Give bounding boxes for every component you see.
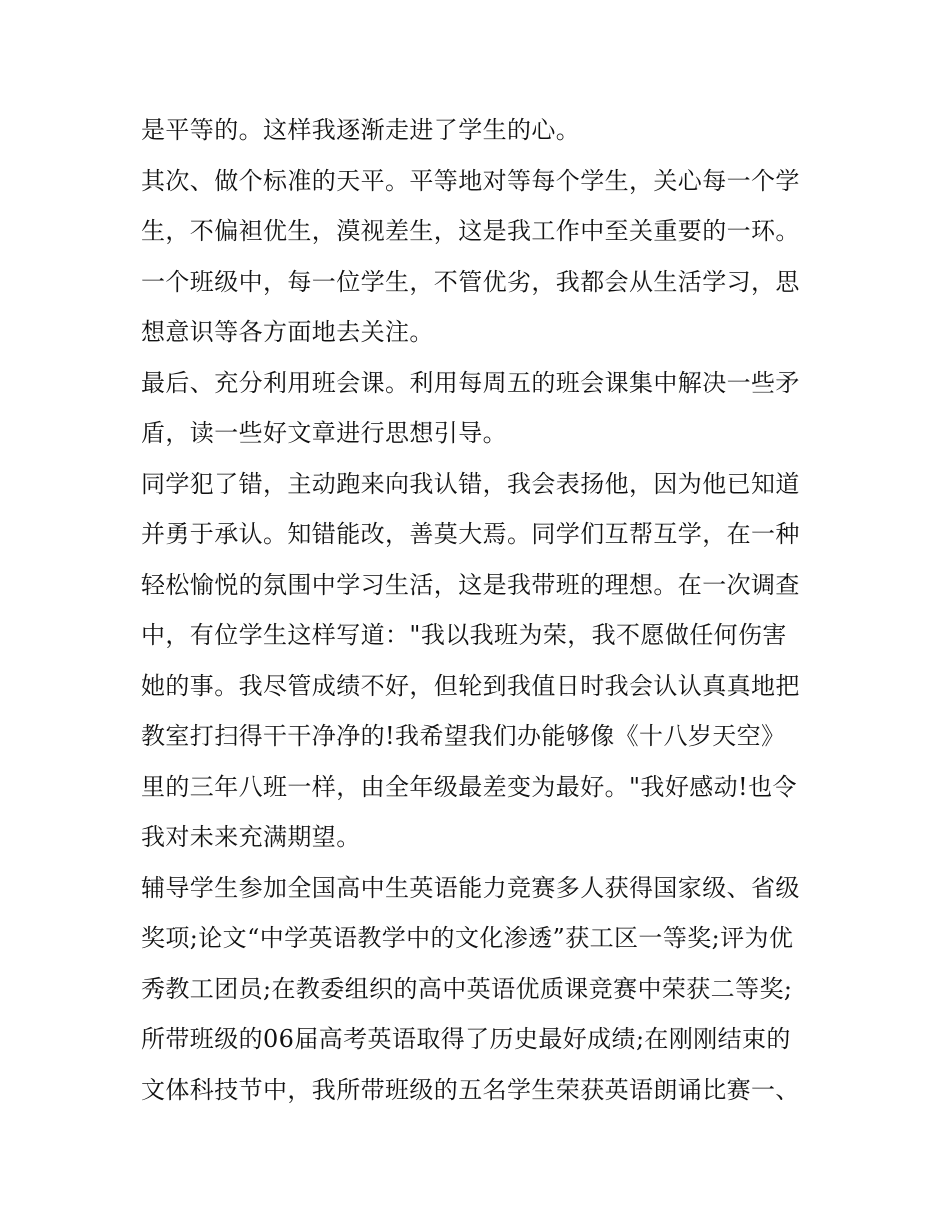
text-line: 盾，读一些好文章进行思想引导。	[141, 419, 507, 447]
text-line: 并勇于承认。知错能改，善莫大焉。同学们互帮互学，在一种	[141, 520, 800, 548]
text-line: 一个班级中，每一位学生，不管优劣，我都会从生活学习，思	[141, 268, 800, 296]
text-line: 我对未来充满期望。	[141, 823, 361, 851]
text-line: 最后、充分利用班会课。利用每周五的班会课集中解决一些矛	[141, 369, 800, 397]
text-line: 里的三年八班一样，由全年级最差变为最好。"我好感动!也令	[141, 773, 797, 801]
text-line: 同学犯了错，主动跑来向我认错，我会表扬他，因为他已知道	[141, 470, 800, 498]
text-line: 是平等的。这样我逐渐走进了学生的心。	[141, 116, 581, 144]
text-line: 中，有位学生这样写道："我以我班为荣，我不愿做任何伤害	[141, 621, 787, 649]
text-line: 辅导学生参加全国高中生英语能力竞赛多人获得国家级、省级	[141, 874, 800, 902]
text-line: 其次、做个标准的天平。平等地对等每个学生，关心每一个学	[141, 167, 800, 195]
text-line: 教室打扫得干干净净的!我希望我们办能够像《十八岁天空》	[141, 722, 786, 750]
text-line: 奖项;论文“中学英语教学中的文化渗透”获工区一等奖;评为优	[141, 924, 794, 952]
text-line: 想意识等各方面地去关注。	[141, 318, 434, 346]
text-line: 她的事。我尽管成绩不好，但轮到我值日时我会认认真真地把	[141, 672, 800, 700]
text-line: 轻松愉悦的氛围中学习生活，这是我带班的理想。在一次调查	[141, 571, 800, 599]
text-line: 生，不偏袒优生，漠视差生，这是我工作中至关重要的一环。	[141, 217, 800, 245]
text-line: 所带班级的06届高考英语取得了历史最好成绩;在刚刚结束的	[141, 1025, 791, 1053]
text-line: 文体科技节中，我所带班级的五名学生荣获英语朗诵比赛一、	[141, 1076, 800, 1104]
text-line: 秀教工团员;在教委组织的高中英语优质课竞赛中荣获二等奖;	[141, 975, 793, 1003]
